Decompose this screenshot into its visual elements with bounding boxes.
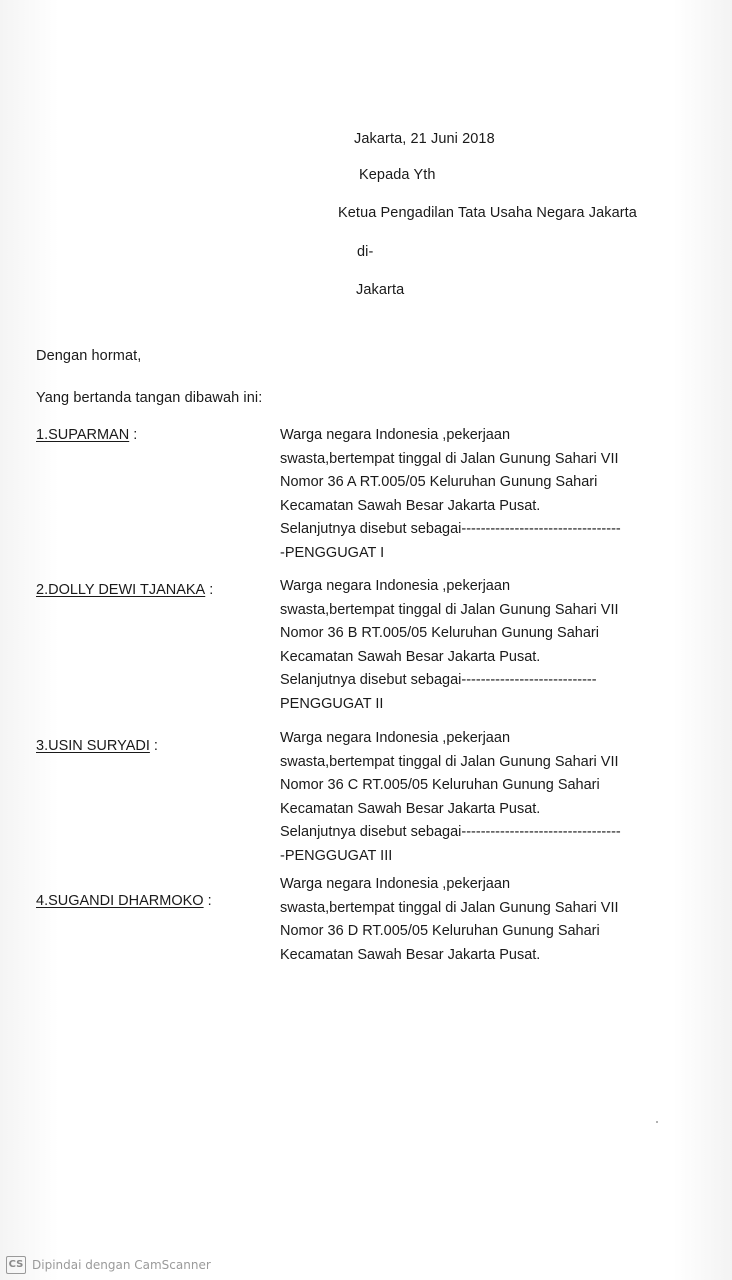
party-details (280, 575, 660, 717)
party-line: Nomor 36 B RT.005/05 Keluruhan Gunung Sahari (280, 625, 599, 642)
party-colon: : (207, 893, 212, 909)
party-line: Warga negara Indonesia ,pekerjaan (280, 730, 511, 746)
recipient: Ketua Pengadilan Tata Usaha Negara Jakarta (338, 205, 637, 221)
party-line: Nomor 36 D RT.005/05 Keluruhan Gunung Sahari (280, 923, 600, 940)
party-line: Selanjutnya disebut sebagai---------------------------- (280, 672, 597, 689)
party-line: Selanjutnya disebut sebagai--------------------------------- (280, 824, 621, 841)
place-date: Jakarta, 21 Juni 2018 (354, 131, 495, 147)
party-line: Selanjutnya disebut sebagai--------------------------------- (280, 521, 621, 538)
party-name-text: 4.SUGANDI DHARMOKO (36, 893, 204, 909)
party-name (36, 738, 158, 754)
recipient-city: Jakarta (356, 282, 405, 298)
di-label: di- (357, 244, 374, 260)
party-line: swasta,bertempat tinggal di Jalan Gunung Sahari VII (280, 601, 619, 618)
party-name-text: 1.SUPARMAN (36, 427, 130, 443)
party-name (36, 582, 213, 598)
intro-line: Yang bertanda tangan dibawah ini: (36, 390, 263, 406)
party-line: Kecamatan Sawah Besar Jakarta Pusat. (280, 497, 541, 514)
party-details (280, 727, 660, 869)
party-line: swasta,bertempat tinggal di Jalan Gunung Sahari VII (280, 899, 619, 916)
kepada-yth: Kepada Yth (359, 167, 436, 183)
party-name-text: 2.DOLLY DEWI TJANAKA (36, 582, 206, 598)
party-line: Warga negara Indonesia ,pekerjaan (280, 427, 511, 443)
party-colon: : (153, 738, 158, 754)
scan-speck (656, 1121, 658, 1123)
party-line: Kecamatan Sawah Besar Jakarta Pusat. (280, 946, 541, 963)
camscanner-watermark (6, 1256, 211, 1274)
party-line: Nomor 36 C RT.005/05 Keluruhan Gunung Sahari (280, 777, 600, 794)
party-line: Kecamatan Sawah Besar Jakarta Pusat. (280, 648, 541, 665)
watermark-text: Dipindai dengan CamScanner (32, 1258, 211, 1272)
party-designation: -PENGGUGAT III (280, 847, 393, 864)
party-line: Kecamatan Sawah Besar Jakarta Pusat. (280, 800, 541, 817)
party-designation: PENGGUGAT II (280, 695, 384, 712)
party-name (36, 893, 212, 909)
party-name-text: 3.USIN SURYADI (36, 738, 150, 754)
party-name (36, 427, 137, 443)
party-line: Nomor 36 A RT.005/05 Keluruhan Gunung Sahari (280, 474, 598, 491)
camscanner-logo-icon: CS (6, 1256, 26, 1274)
salutation: Dengan hormat, (36, 348, 142, 364)
party-details (280, 873, 660, 967)
party-details (280, 424, 660, 566)
party-colon: : (209, 582, 214, 598)
party-line: Warga negara Indonesia ,pekerjaan (280, 876, 511, 892)
party-line: swasta,bertempat tinggal di Jalan Gunung Sahari VII (280, 753, 619, 770)
party-colon: : (133, 427, 138, 443)
party-line: swasta,bertempat tinggal di Jalan Gunung Sahari VII (280, 450, 619, 467)
party-line: Warga negara Indonesia ,pekerjaan (280, 578, 511, 594)
party-designation: -PENGGUGAT I (280, 544, 385, 561)
